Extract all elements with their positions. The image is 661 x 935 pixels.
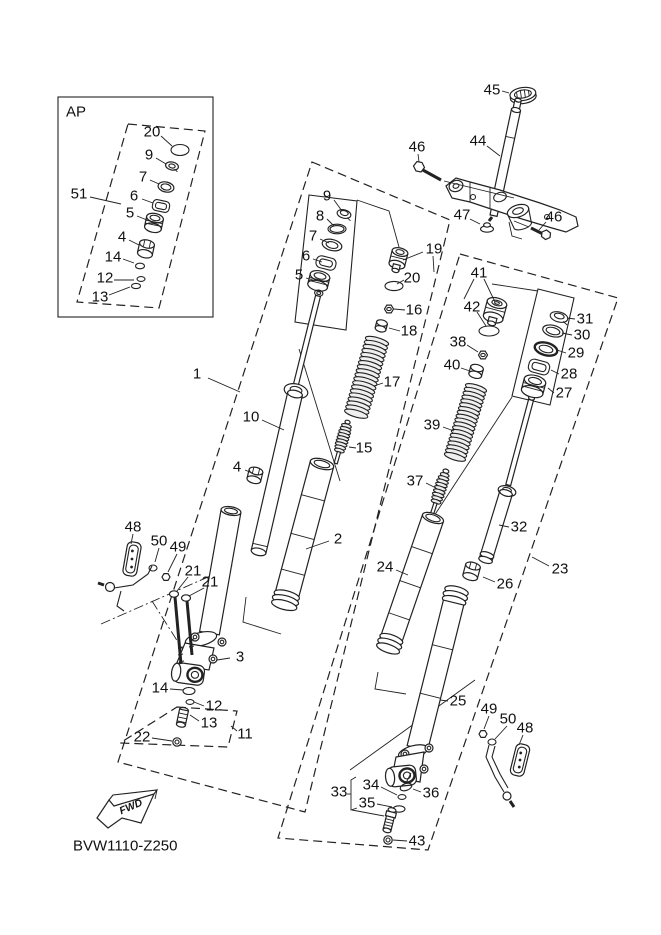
part-label-34: 34 <box>362 776 380 794</box>
gasket-28 <box>527 358 551 376</box>
part-label-27: 27 <box>555 384 573 402</box>
part-label-44: 44 <box>469 132 487 150</box>
part-label-24: 24 <box>376 558 394 576</box>
part-label-33: 33 <box>330 783 348 801</box>
part-label-46-left: 46 <box>408 138 426 156</box>
part-label-1: 1 <box>192 365 202 383</box>
part-label-35: 35 <box>358 794 376 812</box>
inset-title: AP <box>66 103 87 121</box>
inset-bushing-5 <box>144 212 165 234</box>
bracket-corner-right <box>375 672 406 694</box>
part-label-4: 4 <box>232 458 242 476</box>
part-label-22: 22 <box>133 728 151 746</box>
bracket-corner-clamp <box>509 222 522 239</box>
part-label-10: 10 <box>242 408 260 426</box>
part-label-49-right: 49 <box>480 700 498 718</box>
part-label-50-right: 50 <box>499 710 517 728</box>
part-label-9-inset: 9 <box>144 146 154 164</box>
oil-seal-29 <box>533 340 558 358</box>
part-label-9: 9 <box>322 187 332 205</box>
part-label-28: 28 <box>560 365 578 383</box>
part-label-48-left: 48 <box>124 518 142 536</box>
inset-ring-12 <box>137 277 145 282</box>
seat-13-left <box>176 707 189 728</box>
oring-8-inner <box>330 226 344 233</box>
part-label-32: 32 <box>510 518 528 536</box>
nut-16 <box>385 305 394 313</box>
bolt-22 <box>173 738 181 746</box>
nut-49-right <box>479 731 487 738</box>
bracket-line-seals-to-cap <box>357 200 399 247</box>
part-label-16: 16 <box>405 301 423 319</box>
part-label-48-right: 48 <box>516 719 534 737</box>
washer-30 <box>541 323 564 339</box>
oring-42 <box>479 326 499 336</box>
part-label-4-inset: 4 <box>117 228 127 246</box>
part-label-42: 42 <box>463 298 481 316</box>
washer-7 <box>321 237 343 253</box>
part-label-15: 15 <box>355 439 373 457</box>
drawing-code: BVW1110-Z250 <box>73 837 178 855</box>
washer-47 <box>481 217 494 232</box>
part-label-45: 45 <box>483 81 501 99</box>
reflector-48-left <box>122 541 142 577</box>
inset-ring-13 <box>132 283 141 288</box>
bolt-43 <box>384 836 392 844</box>
part-label-37: 37 <box>406 472 424 490</box>
part-label-5: 5 <box>294 266 304 284</box>
part-label-26: 26 <box>496 575 514 593</box>
collar-26 <box>462 561 481 582</box>
inset-cap-9 <box>165 161 179 172</box>
part-label-41: 41 <box>470 264 488 282</box>
inset-washer-7 <box>157 180 175 193</box>
left-fork-assembly <box>98 208 409 746</box>
inset-gasket-6 <box>152 199 171 213</box>
cap-18 <box>374 319 388 333</box>
part-label-38: 38 <box>449 333 467 351</box>
reflector-stay-right <box>479 731 531 807</box>
fwd-marker <box>97 790 157 828</box>
part-label-39: 39 <box>423 416 441 434</box>
washer-50-right <box>488 739 496 745</box>
part-label-2: 2 <box>333 530 343 548</box>
ring-12-left <box>186 700 194 705</box>
inset-piece-4 <box>137 239 155 260</box>
part-label-14-inset: 14 <box>104 248 122 266</box>
bushing-27 <box>520 373 547 400</box>
fork-spring-17 <box>344 334 390 420</box>
part-label-19: 19 <box>425 240 443 258</box>
damper-32 <box>478 395 535 564</box>
cap-40 <box>468 363 484 380</box>
right-fork-assembly <box>375 296 570 845</box>
reflector-stay-left <box>98 541 170 611</box>
part-label-11: 11 <box>237 725 253 743</box>
rebound-spring-15 <box>330 419 354 465</box>
part-label-25: 25 <box>449 692 467 710</box>
bracket-line-cap41 <box>492 284 538 291</box>
part-label-20: 20 <box>403 269 421 287</box>
part-label-31: 31 <box>576 310 594 328</box>
part-label-17: 17 <box>383 373 401 391</box>
part-label-46-right: 46 <box>545 208 563 226</box>
part-label-14: 14 <box>151 679 169 697</box>
seat-33 <box>382 807 398 834</box>
part-label-21-a: 21 <box>184 562 202 580</box>
inset-oring-20 <box>171 145 189 156</box>
ring-34 <box>398 795 406 800</box>
damper-rod-37 <box>426 467 452 516</box>
part-label-40: 40 <box>443 356 461 374</box>
oil-lock-piece-4 <box>246 466 264 485</box>
part-label-51: 51 <box>70 185 88 203</box>
part-label-20-inset: 20 <box>143 123 161 141</box>
fork-spring-39 <box>443 382 487 463</box>
clip-31 <box>549 310 570 325</box>
part-label-21-b: 21 <box>201 573 219 591</box>
inset-oring-14 <box>136 263 145 269</box>
oring-14-left <box>183 688 195 695</box>
part-label-6-inset: 6 <box>129 187 139 205</box>
part-label-12-inset: 12 <box>96 269 114 287</box>
right-fork-dashed-box <box>278 254 618 850</box>
reflector-48-right <box>509 743 530 777</box>
bearing-cover-45 <box>509 86 537 105</box>
part-label-7: 7 <box>308 227 318 245</box>
gasket-6 <box>315 255 337 271</box>
nut-49-left <box>162 574 170 581</box>
bushing-5 <box>307 269 331 293</box>
nut-38 <box>479 351 488 359</box>
part-label-47: 47 <box>453 206 471 224</box>
part-label-43: 43 <box>408 832 426 850</box>
part-label-12: 12 <box>205 697 223 715</box>
part-label-49-left: 49 <box>169 538 187 556</box>
part-label-13-inset: 13 <box>91 288 109 306</box>
part-label-29: 29 <box>567 344 585 362</box>
part-label-7-inset: 7 <box>138 168 148 186</box>
part-label-3: 3 <box>235 648 245 666</box>
part-label-8: 8 <box>315 207 325 225</box>
fwd-label: FWD <box>117 796 145 818</box>
part-label-5-inset: 5 <box>125 204 135 222</box>
ap-inset-parts <box>129 145 190 289</box>
part-label-6: 6 <box>301 247 311 265</box>
part-label-30: 30 <box>573 326 591 344</box>
part-label-18: 18 <box>400 322 418 340</box>
part-label-23: 23 <box>551 560 569 578</box>
oring-20 <box>385 281 403 290</box>
part-label-13: 13 <box>200 714 218 732</box>
seal-clip-9 <box>336 208 353 221</box>
spring-seat-parts-left <box>173 688 195 747</box>
part-label-36: 36 <box>422 784 440 802</box>
part-label-50-left: 50 <box>150 532 168 550</box>
